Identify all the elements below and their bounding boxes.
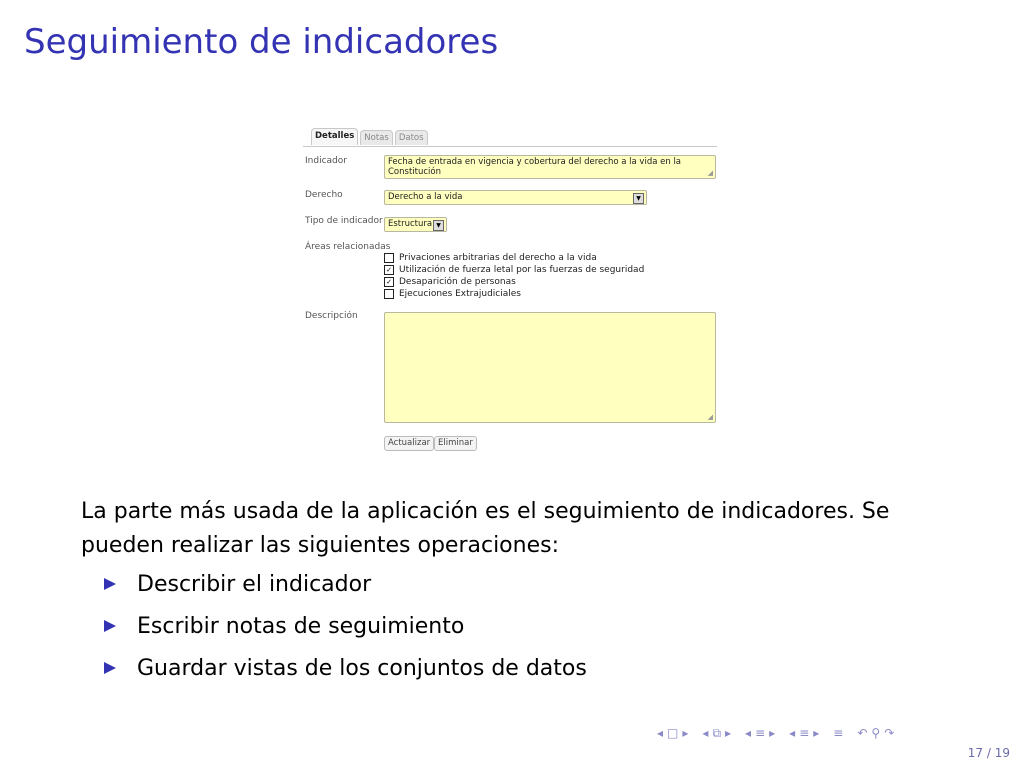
descripcion-label: Descripción xyxy=(305,311,358,321)
derecho-value: Derecho a la vida xyxy=(388,192,463,202)
document-icon[interactable]: ≡ xyxy=(833,726,844,740)
checkbox-checked[interactable]: ✓ xyxy=(384,277,394,287)
operations-list xyxy=(104,568,587,694)
section-icon[interactable]: ≡ xyxy=(755,726,766,740)
chevron-down-icon[interactable]: ▼ xyxy=(433,220,444,231)
nav-next-subsection-icon[interactable]: ▸ xyxy=(725,726,732,740)
chevron-down-icon[interactable]: ▼ xyxy=(633,193,644,204)
tab-notas[interactable]: Notas xyxy=(360,130,393,145)
nav-next-section-icon[interactable]: ▸ xyxy=(769,726,776,740)
intro-paragraph: La parte más usada de la aplicación es el seguimiento de indicadores. Se pueden realizar las siguientes operaciones: xyxy=(81,499,890,558)
list-item-text: Describir el indicador xyxy=(137,572,372,597)
indicator-form-screenshot xyxy=(303,128,717,453)
triangle-bullet-icon xyxy=(104,620,116,632)
search-icon[interactable]: ⚲ xyxy=(871,726,881,740)
area-label: Desaparición de personas xyxy=(399,277,516,287)
derecho-label: Derecho xyxy=(305,190,343,200)
checkbox[interactable] xyxy=(384,289,394,299)
triangle-bullet-icon xyxy=(104,662,116,674)
resize-grip-icon[interactable]: ◢ xyxy=(707,413,713,421)
area-checkbox-row[interactable] xyxy=(384,264,644,276)
list-item-text: Escribir notas de seguimiento xyxy=(137,614,465,639)
part-icon[interactable]: ≡ xyxy=(799,726,810,740)
area-label: Utilización de fuerza letal por las fuerzas de seguridad xyxy=(399,265,645,275)
indicador-textarea[interactable] xyxy=(384,155,716,179)
nav-prev-part-icon[interactable]: ◂ xyxy=(789,726,796,740)
areas-label: Áreas relacionadas xyxy=(305,242,391,252)
area-checkbox-row[interactable] xyxy=(384,252,597,264)
descripcion-textarea[interactable] xyxy=(384,312,716,423)
list-item xyxy=(104,610,587,652)
nav-next-part-icon[interactable]: ▸ xyxy=(813,726,820,740)
area-checkbox-row[interactable] xyxy=(384,276,516,288)
nav-prev-section-icon[interactable]: ◂ xyxy=(745,726,752,740)
subsection-icon[interactable]: ⧉ xyxy=(712,725,722,740)
tab-divider xyxy=(303,146,717,147)
indicador-value: Fecha de entrada en vigencia y cobertura del derecho a la vida en la Constitución xyxy=(388,157,682,177)
search-back-icon[interactable]: ↶ xyxy=(857,726,868,740)
triangle-bullet-icon xyxy=(104,578,116,590)
tipo-value: Estructura xyxy=(388,219,433,229)
nav-next-frame-icon[interactable]: ▸ xyxy=(682,726,689,740)
nav-prev-frame-icon[interactable]: ◂ xyxy=(657,726,664,740)
area-label: Ejecuciones Extrajudiciales xyxy=(399,289,521,299)
beamer-navigation xyxy=(657,724,898,742)
tab-detalles[interactable]: Detalles xyxy=(311,128,358,145)
nav-prev-subsection-icon[interactable]: ◂ xyxy=(702,726,709,740)
checkbox-checked[interactable]: ✓ xyxy=(384,265,394,275)
tab-bar xyxy=(311,130,428,146)
list-item xyxy=(104,568,587,610)
area-label: Privaciones arbitrarias del derecho a la vida xyxy=(399,253,597,263)
frame-icon[interactable]: □ xyxy=(667,726,679,740)
list-item xyxy=(104,652,587,694)
list-item-text: Guardar vistas de los conjuntos de datos xyxy=(137,656,587,681)
page-number: 17 / 19 xyxy=(967,746,1010,760)
tipo-label: Tipo de indicador xyxy=(305,216,383,226)
resize-grip-icon[interactable]: ◢ xyxy=(707,169,713,177)
slide-title: Seguimiento de indicadores xyxy=(24,22,499,62)
search-forward-icon[interactable]: ↷ xyxy=(884,726,895,740)
indicador-label: Indicador xyxy=(305,156,347,166)
derecho-select[interactable] xyxy=(384,190,647,205)
checkbox[interactable] xyxy=(384,253,394,263)
area-checkbox-row[interactable] xyxy=(384,288,521,300)
update-button[interactable]: Actualizar xyxy=(384,436,434,451)
delete-button[interactable]: Eliminar xyxy=(434,436,477,451)
tab-datos[interactable]: Datos xyxy=(395,130,428,145)
tipo-select[interactable] xyxy=(384,217,447,232)
